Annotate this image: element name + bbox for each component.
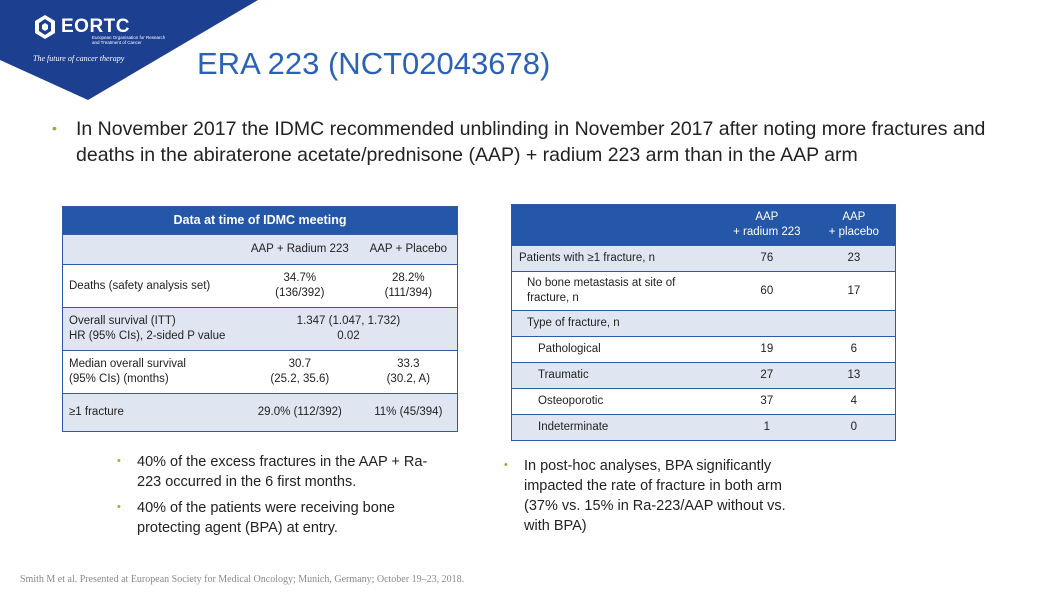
- citation-footer: Smith M et al. Presented at European Society for Medical Oncology; Munich, Germany; October 19–23, 2018.: [20, 574, 465, 585]
- cell-value: 6: [813, 337, 896, 363]
- cell-value: 19: [721, 337, 813, 363]
- table-row: [512, 389, 896, 415]
- cell-value: 17: [813, 272, 896, 311]
- table-row: [512, 363, 896, 389]
- cell-value: 23: [813, 246, 896, 272]
- list-item: [117, 498, 437, 538]
- cell-value: [813, 311, 896, 337]
- row-label: Indeterminate: [512, 415, 721, 441]
- list-item-text: 40% of the patients were receiving bone protecting agent (BPA) at entry.: [137, 500, 395, 536]
- cell-value: 29.0% (112/392): [240, 394, 360, 432]
- cell-value: [721, 311, 813, 337]
- idmc-data-table: [62, 206, 458, 432]
- cell-value: 28.2% (111/394): [360, 265, 458, 308]
- cell-value: 4: [813, 389, 896, 415]
- cell-value: 13: [813, 363, 896, 389]
- cell-value: 33.3 (30.2, A): [360, 351, 458, 394]
- left-bullet-list: [117, 452, 437, 538]
- table-row: [63, 308, 458, 351]
- table-row: [63, 394, 458, 432]
- cell-value: 76: [721, 246, 813, 272]
- bullet-icon: •: [504, 459, 508, 471]
- table-header-cell: AAP + Radium 223: [240, 235, 360, 265]
- bullet-icon: •: [117, 501, 121, 513]
- cell-value: 27: [721, 363, 813, 389]
- main-bullet: [50, 116, 1010, 168]
- table-row: [512, 337, 896, 363]
- logo-text: EORTC: [61, 16, 130, 37]
- table-header-cell: [512, 205, 721, 246]
- cell-value: 11% (45/394): [360, 394, 458, 432]
- row-label: Median overall survival (95% CIs) (months): [63, 351, 240, 394]
- row-label: ≥1 fracture: [63, 394, 240, 432]
- table-row: [63, 265, 458, 308]
- cell-value: 60: [721, 272, 813, 311]
- cell-value: 30.7 (25.2, 35.6): [240, 351, 360, 394]
- table-row: [512, 272, 896, 311]
- logo-subtitle: European Organisation for Research and Treatment of Cancer: [92, 35, 166, 45]
- right-bullet-list: [504, 456, 794, 536]
- slide-title: ERA 223 (NCT02043678): [197, 46, 551, 81]
- table-row: [63, 351, 458, 394]
- row-label: Pathological: [512, 337, 721, 363]
- bullet-icon: •: [52, 120, 57, 136]
- table-row: [512, 415, 896, 441]
- table-header-cell: [63, 235, 240, 265]
- table-header-cell: AAP + radium 223: [721, 205, 813, 246]
- list-item-text: In post-hoc analyses, BPA significantly impacted the rate of fracture in both arm (37% vs. 15% in Ra-223/AAP without vs. with BPA): [524, 458, 786, 534]
- cell-value: 0: [813, 415, 896, 441]
- eortc-logo-icon: [32, 14, 58, 40]
- table-row: [512, 311, 896, 337]
- table-row: [512, 246, 896, 272]
- bullet-icon: •: [117, 455, 121, 467]
- table-header-row: [63, 235, 458, 265]
- row-label: Deaths (safety analysis set): [63, 265, 240, 308]
- cell-value: 1.347 (1.047, 1.732) 0.02: [240, 308, 458, 351]
- row-label: Patients with ≥1 fracture, n: [512, 246, 721, 272]
- cell-value: 37: [721, 389, 813, 415]
- tagline: The future of cancer therapy: [33, 54, 125, 63]
- list-item: [117, 452, 437, 492]
- row-label: Traumatic: [512, 363, 721, 389]
- list-item-text: 40% of the excess fractures in the AAP + Ra-223 occurred in the 6 first months.: [137, 454, 428, 490]
- cell-value: 34.7% (136/392): [240, 265, 360, 308]
- list-item: [504, 456, 794, 536]
- main-bullet-text: In November 2017 the IDMC recommended unblinding in November 2017 after noting more fractures and deaths in the abiraterone acetate/prednisone (AAP) + radium 223 arm than in the AAP arm: [76, 118, 986, 166]
- eortc-logo: [32, 14, 166, 45]
- fracture-table: [511, 204, 896, 441]
- cell-value: 1: [721, 415, 813, 441]
- table-header-row: [512, 205, 896, 246]
- table-header-cell: AAP + Placebo: [360, 235, 458, 265]
- row-label: No bone metastasis at site of fracture, n: [512, 272, 721, 311]
- row-label: Overall survival (ITT) HR (95% CIs), 2-sided P value: [63, 308, 240, 351]
- table-header-cell: AAP + placebo: [813, 205, 896, 246]
- table-caption: Data at time of IDMC meeting: [63, 207, 458, 235]
- row-label: Type of fracture, n: [512, 311, 721, 337]
- row-label: Osteoporotic: [512, 389, 721, 415]
